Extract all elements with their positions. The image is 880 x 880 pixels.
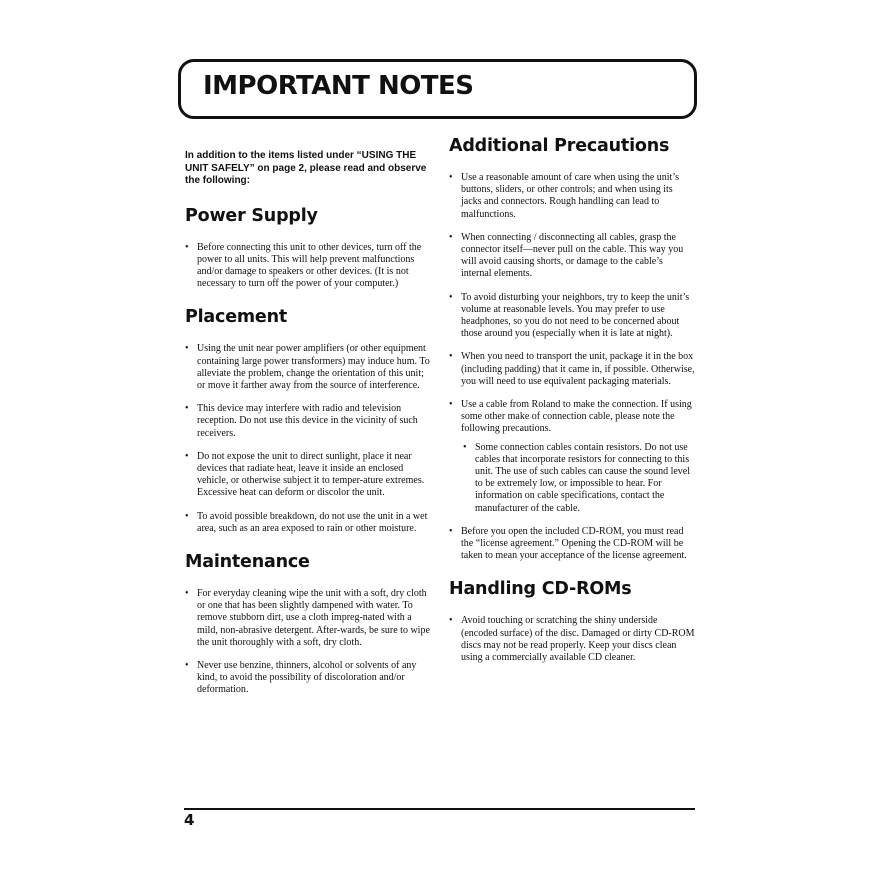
maintenance-list xyxy=(185,588,431,697)
handling-cdroms-heading: Handling CD-ROMs xyxy=(449,579,632,600)
placement-list xyxy=(185,343,431,535)
placement-heading: Placement xyxy=(185,307,288,328)
list-item: • Use a reasonable amount of care when using the unit’s buttons, sliders, or other controls; and when using its jacks and connectors. Rough handling can lead to malfunctions. xyxy=(449,172,695,221)
right-column xyxy=(449,136,695,675)
sub-list-item: • Some connection cables contain resistors. Do not use cables that incorporate resistors for connecting to this unit. The use of such cables can cause the sound level to be extremely low, or impossible to hear. For information on cable specifications, contact the manufacturer of the cable. xyxy=(463,442,695,515)
page-number: 4 xyxy=(184,811,195,829)
list-item: • Before you open the included CD-ROM, you must read the “license agreement.” Opening the CD-ROM will be taken to mean your acceptance of the license agreement. xyxy=(449,526,695,563)
list-item: • Use a cable from Roland to make the connection. If using some other make of connection cable, please note the following precautions. xyxy=(449,399,695,436)
list-item: • Do not expose the unit to direct sunlight, place it near devices that radiate heat, leave it inside an enclosed vehicle, or otherwise subject it to temper-ature extremes. Excessive heat can deform or discolor the unit. xyxy=(185,451,431,500)
additional-precautions-heading: Additional Precautions xyxy=(449,136,670,156)
power-supply-list xyxy=(185,242,431,291)
intro-text: In addition to the items listed under “USING THE UNIT SAFELY” on page 2, please read and observe the following: xyxy=(185,150,427,186)
power-supply-heading: Power Supply xyxy=(185,205,318,226)
page-title: IMPORTANT NOTES xyxy=(203,71,474,101)
maintenance-heading: Maintenance xyxy=(185,551,310,572)
list-item: • Using the unit near power amplifiers (or other equipment containing large power transformers) may induce hum. To alleviate the problem, change the orientation of this unit; or move it farther away from the source of interference. xyxy=(185,343,431,392)
list-item: • Before connecting this unit to other devices, turn off the power to all units. This will help prevent malfunctions and/or damage to speakers or other devices. (It is not necessary to turn off the power of your computer.) xyxy=(185,242,431,291)
footer-rule xyxy=(184,808,695,810)
list-item: • To avoid disturbing your neighbors, try to keep the unit’s volume at reasonable levels. You may prefer to use headphones, so you do not need to be concerned about those around you (especially when it is late at night). xyxy=(449,292,695,341)
additional-precautions-list xyxy=(449,172,695,562)
list-item: • For everyday cleaning wipe the unit with a soft, dry cloth or one that has been slightly dampened with water. To remove stubborn dirt, use a cloth impreg-nated with a mild, non-abrasive detergent. After-wards, be sure to wipe the unit thoroughly with a soft, dry cloth. xyxy=(185,588,431,649)
handling-cdroms-list xyxy=(449,615,695,664)
list-item: • Never use benzine, thinners, alcohol or solvents of any kind, to avoid the possibility of discoloration and/or deformation. xyxy=(185,660,431,697)
title-box xyxy=(178,59,697,119)
list-item: • When you need to transport the unit, package it in the box (including padding) that it came in, if possible. Otherwise, you will need to use equivalent packaging materials. xyxy=(449,351,695,388)
list-item: • This device may interfere with radio and television reception. Do not use this device in the vicinity of such receivers. xyxy=(185,403,431,440)
list-item: • When connecting / disconnecting all cables, grasp the connector itself—never pull on the cable. This way you will avoid causing shorts, or damage to the cable’s internal elements. xyxy=(449,232,695,281)
list-item: • Avoid touching or scratching the shiny underside (encoded surface) of the disc. Damaged or dirty CD-ROM discs may not be read properly. Keep your discs clean using a commercially available CD cleaner. xyxy=(449,615,695,664)
left-column xyxy=(185,136,431,708)
list-item: • To avoid possible breakdown, do not use the unit in a wet area, such as an area exposed to rain or other moisture. xyxy=(185,511,431,535)
